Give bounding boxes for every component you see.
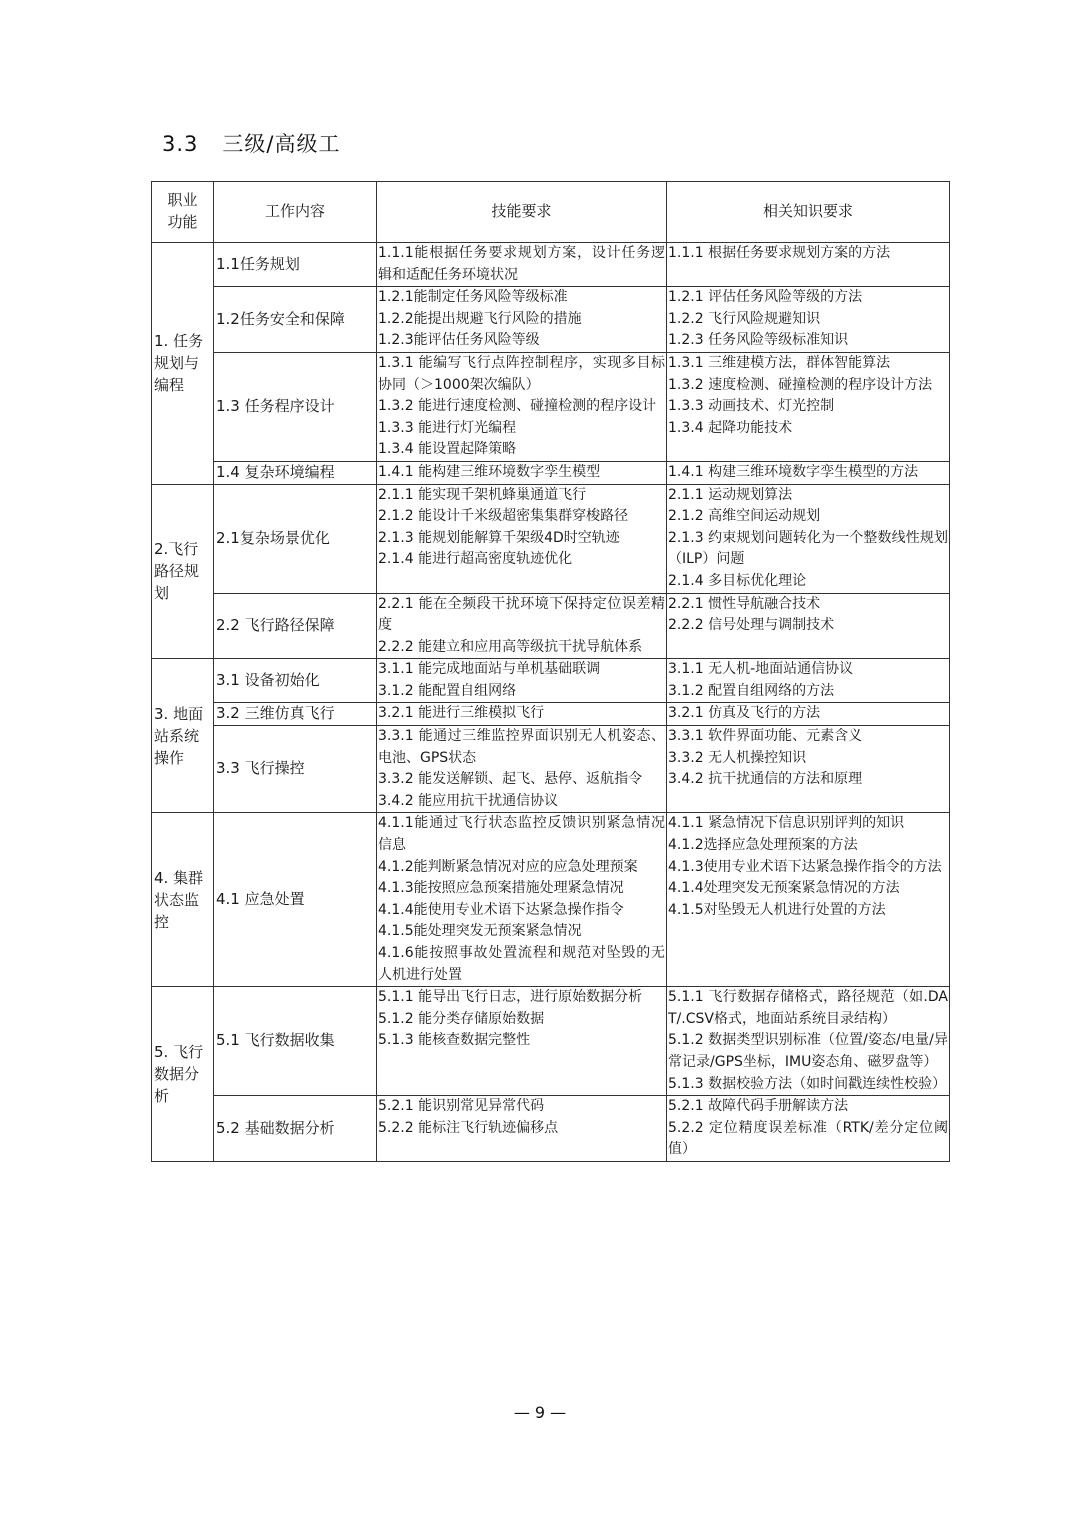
skill-item: 3.1.1 能完成地面站与单机基础联调 bbox=[378, 661, 601, 678]
skill-requirements-cell bbox=[377, 726, 667, 813]
table-row bbox=[152, 484, 950, 593]
skill-item: 3.3.1 能通过三维监控界面识别无人机姿态、电池、GPS状态 bbox=[378, 728, 665, 766]
skill-item: 3.4.2 能应用抗干扰通信协议 bbox=[378, 792, 559, 809]
knowledge-item: 3.3.1 软件界面功能、元素含义 bbox=[668, 728, 863, 745]
knowledge-item: 3.1.1 无人机-地面站通信协议 bbox=[668, 661, 854, 678]
knowledge-requirements-cell bbox=[667, 593, 950, 659]
skill-requirements-cell bbox=[377, 461, 667, 484]
skill-item: 3.1.2 能配置自组网络 bbox=[378, 682, 517, 699]
knowledge-requirements-cell bbox=[667, 484, 950, 593]
skill-requirements-cell bbox=[377, 703, 667, 726]
knowledge-item: 5.1.1 飞行数据存储格式，路径规范（如.DAT/.CSV格式，地面站系统目录结构） bbox=[668, 989, 948, 1027]
skill-item: 2.1.1 能实现千架机蜂巢通道飞行 bbox=[378, 486, 587, 503]
skill-item: 3.2.1 能进行三维模拟飞行 bbox=[378, 705, 545, 722]
knowledge-item: 1.3.3 动画技术、灯光控制 bbox=[668, 398, 835, 415]
knowledge-item: 5.1.2 数据类型识别标准（位置/姿态/电量/异常记录/GPS坐标，IMU姿态角、磁罗盘等） bbox=[668, 1032, 948, 1070]
knowledge-item: 2.2.2 信号处理与调制技术 bbox=[668, 617, 835, 634]
knowledge-requirements-cell bbox=[667, 726, 950, 813]
function-cell: 5. 飞行数据分析 bbox=[152, 987, 214, 1162]
table-body bbox=[152, 243, 950, 1162]
skill-requirements-cell bbox=[377, 484, 667, 593]
knowledge-item: 3.4.2 抗干扰通信的方法和原理 bbox=[668, 771, 863, 788]
knowledge-item: 3.2.1 仿真及飞行的方法 bbox=[668, 705, 821, 722]
knowledge-requirements-cell bbox=[667, 987, 950, 1096]
work-content-cell: 5.2 基础数据分析 bbox=[214, 1096, 377, 1162]
knowledge-item: 4.1.2选择应急处理预案的方法 bbox=[668, 837, 858, 854]
work-content-cell: 1.1任务规划 bbox=[214, 243, 377, 287]
header-work-content: 工作内容 bbox=[214, 182, 377, 243]
knowledge-item: 3.3.2 无人机操控知识 bbox=[668, 749, 807, 766]
skill-item: 2.1.3 能规划能解算千架级4D时空轨迹 bbox=[378, 529, 620, 546]
knowledge-item: 2.1.2 高维空间运动规划 bbox=[668, 508, 821, 525]
knowledge-item: 4.1.3使用专业术语下达紧急操作指令的方法 bbox=[668, 858, 942, 875]
knowledge-item: 1.2.2 飞行风险规避知识 bbox=[668, 310, 821, 327]
header-skill-requirements: 技能要求 bbox=[377, 182, 667, 243]
table-header-row bbox=[152, 182, 950, 243]
table-row bbox=[152, 461, 950, 484]
function-cell: 1. 任务规划与编程 bbox=[152, 243, 214, 485]
table-row bbox=[152, 593, 950, 659]
work-content-cell: 1.2任务安全和保障 bbox=[214, 287, 377, 353]
work-content-cell: 1.3 任务程序设计 bbox=[214, 352, 377, 461]
table-row bbox=[152, 243, 950, 287]
skill-item: 1.3.1 能编写飞行点阵控制程序，实现多目标协同（＞1000架次编队） bbox=[378, 354, 665, 393]
skill-item: 3.3.2 能发送解锁、起飞、悬停、返航指令 bbox=[378, 771, 643, 788]
header-knowledge-requirements: 相关知识要求 bbox=[667, 182, 950, 243]
knowledge-item: 1.1.1 根据任务要求规划方案的方法 bbox=[668, 245, 891, 261]
skill-requirements-cell bbox=[377, 593, 667, 659]
header-function: 职业 功能 bbox=[152, 182, 214, 243]
knowledge-item: 5.1.3 数据校验方法（如时间戳连续性校验） bbox=[668, 1075, 947, 1092]
skill-item: 1.4.1 能构建三维环境数字孪生模型 bbox=[378, 463, 601, 480]
work-content-cell: 4.1 应急处置 bbox=[214, 813, 377, 987]
knowledge-requirements-cell bbox=[667, 703, 950, 726]
knowledge-requirements-cell bbox=[667, 813, 950, 987]
skill-standard-table bbox=[151, 181, 950, 1162]
table-row bbox=[152, 703, 950, 726]
skill-item: 5.2.1 能识别常见异常代码 bbox=[378, 1098, 545, 1115]
table-row bbox=[152, 352, 950, 461]
skill-item: 5.1.1 能导出飞行日志，进行原始数据分析 bbox=[378, 989, 643, 1006]
skill-item: 1.2.1能制定任务风险等级标准 bbox=[378, 289, 568, 306]
skill-requirements-cell bbox=[377, 1096, 667, 1162]
knowledge-item: 4.1.5对坠毁无人机进行处置的方法 bbox=[668, 901, 886, 918]
skill-item: 4.1.2能判断紧急情况对应的应急处理预案 bbox=[378, 858, 638, 875]
skill-item: 4.1.4能使用专业术语下达紧急操作指令 bbox=[378, 901, 624, 918]
knowledge-item: 4.1.4处理突发无预案紧急情况的方法 bbox=[668, 880, 900, 897]
work-content-cell: 1.4 复杂环境编程 bbox=[214, 461, 377, 484]
skill-requirements-cell bbox=[377, 352, 667, 461]
section-title-text: 三级/高级工 bbox=[222, 132, 341, 156]
table-row bbox=[152, 287, 950, 353]
skill-requirements-cell bbox=[377, 987, 667, 1096]
skill-requirements-cell bbox=[377, 287, 667, 353]
work-content-cell: 3.3 飞行操控 bbox=[214, 726, 377, 813]
knowledge-item: 1.3.1 三维建模方法，群体智能算法 bbox=[668, 354, 891, 371]
skill-item: 2.2.2 能建立和应用高等级抗干扰导航体系 bbox=[378, 638, 643, 655]
work-content-cell: 3.1 设备初始化 bbox=[214, 659, 377, 703]
function-cell: 3. 地面站系统操作 bbox=[152, 659, 214, 813]
skill-item: 4.1.1能通过飞行状态监控反馈识别紧急情况信息 bbox=[378, 815, 665, 854]
knowledge-item: 4.1.1 紧急情况下信息识别评判的知识 bbox=[668, 815, 905, 832]
skill-item: 5.1.2 能分类存储原始数据 bbox=[378, 1010, 545, 1027]
function-cell: 4. 集群状态监控 bbox=[152, 813, 214, 987]
knowledge-item: 2.1.3 约束规划问题转化为一个整数线性规划（ILP）问题 bbox=[668, 529, 948, 568]
knowledge-requirements-cell bbox=[667, 461, 950, 484]
function-cell: 2.飞行路径规划 bbox=[152, 484, 214, 659]
skill-item: 5.2.2 能标注飞行轨迹偏移点 bbox=[378, 1119, 559, 1136]
work-content-cell: 5.1 飞行数据收集 bbox=[214, 987, 377, 1096]
table-row bbox=[152, 1096, 950, 1162]
section-number: 3.3 bbox=[162, 132, 199, 156]
table-row bbox=[152, 987, 950, 1096]
knowledge-item: 5.2.2 定位精度误差标准（RTK/差分定位阈值） bbox=[668, 1119, 948, 1158]
knowledge-item: 1.3.2 速度检测、碰撞检测的程序设计方法 bbox=[668, 376, 933, 393]
knowledge-requirements-cell bbox=[667, 1096, 950, 1162]
knowledge-item: 1.3.4 起降功能技术 bbox=[668, 419, 793, 436]
work-content-cell: 2.2 飞行路径保障 bbox=[214, 593, 377, 659]
skill-item: 4.1.5能处理突发无预案紧急情况 bbox=[378, 923, 582, 940]
section-title bbox=[162, 128, 340, 158]
work-content-cell: 3.2 三维仿真飞行 bbox=[214, 703, 377, 726]
knowledge-requirements-cell bbox=[667, 243, 950, 287]
knowledge-item: 5.2.1 故障代码手册解读方法 bbox=[668, 1098, 849, 1115]
knowledge-item: 2.1.1 运动规划算法 bbox=[668, 486, 793, 503]
table-row bbox=[152, 726, 950, 813]
knowledge-item: 1.2.1 评估任务风险等级的方法 bbox=[668, 289, 863, 306]
skill-requirements-cell bbox=[377, 813, 667, 987]
skill-item: 1.3.3 能进行灯光编程 bbox=[378, 419, 517, 436]
skill-item: 2.2.1 能在全频段干扰环境下保持定位误差精度 bbox=[378, 595, 665, 634]
skill-item: 1.2.2能提出规避飞行风险的措施 bbox=[378, 310, 582, 327]
skill-requirements-cell bbox=[377, 659, 667, 703]
skill-item: 1.3.2 能进行速度检测、碰撞检测的程序设计 bbox=[378, 398, 657, 415]
skill-item: 1.1.1能根据任务要求规划方案，设计任务逻辑和适配任务环境状况 bbox=[378, 245, 665, 283]
skill-item: 1.2.3能评估任务风险等级 bbox=[378, 332, 540, 349]
skill-item: 4.1.3能按照应急预案措施处理紧急情况 bbox=[378, 880, 624, 897]
table-row bbox=[152, 813, 950, 987]
knowledge-item: 2.1.4 多目标优化理论 bbox=[668, 572, 807, 589]
table-row bbox=[152, 659, 950, 703]
skill-requirements-cell bbox=[377, 243, 667, 287]
knowledge-requirements-cell bbox=[667, 352, 950, 461]
knowledge-requirements-cell bbox=[667, 659, 950, 703]
page-number: — 9 — bbox=[513, 1403, 567, 1422]
skill-item: 5.1.3 能核查数据完整性 bbox=[378, 1032, 531, 1049]
skill-item: 4.1.6能按照事故处置流程和规范对坠毁的无人机进行处置 bbox=[378, 945, 665, 983]
skill-item: 1.3.4 能设置起降策略 bbox=[378, 441, 517, 458]
knowledge-item: 1.2.3 任务风险等级标准知识 bbox=[668, 332, 849, 349]
skill-item: 2.1.4 能进行超高密度轨迹优化 bbox=[378, 551, 573, 568]
knowledge-requirements-cell bbox=[667, 287, 950, 353]
knowledge-item: 1.4.1 构建三维环境数字孪生模型的方法 bbox=[668, 463, 919, 480]
knowledge-item: 2.2.1 惯性导航融合技术 bbox=[668, 595, 821, 612]
work-content-cell: 2.1复杂场景优化 bbox=[214, 484, 377, 593]
knowledge-item: 3.1.2 配置自组网络的方法 bbox=[668, 682, 835, 699]
skill-item: 2.1.2 能设计千米级超密集集群穿梭路径 bbox=[378, 508, 629, 525]
